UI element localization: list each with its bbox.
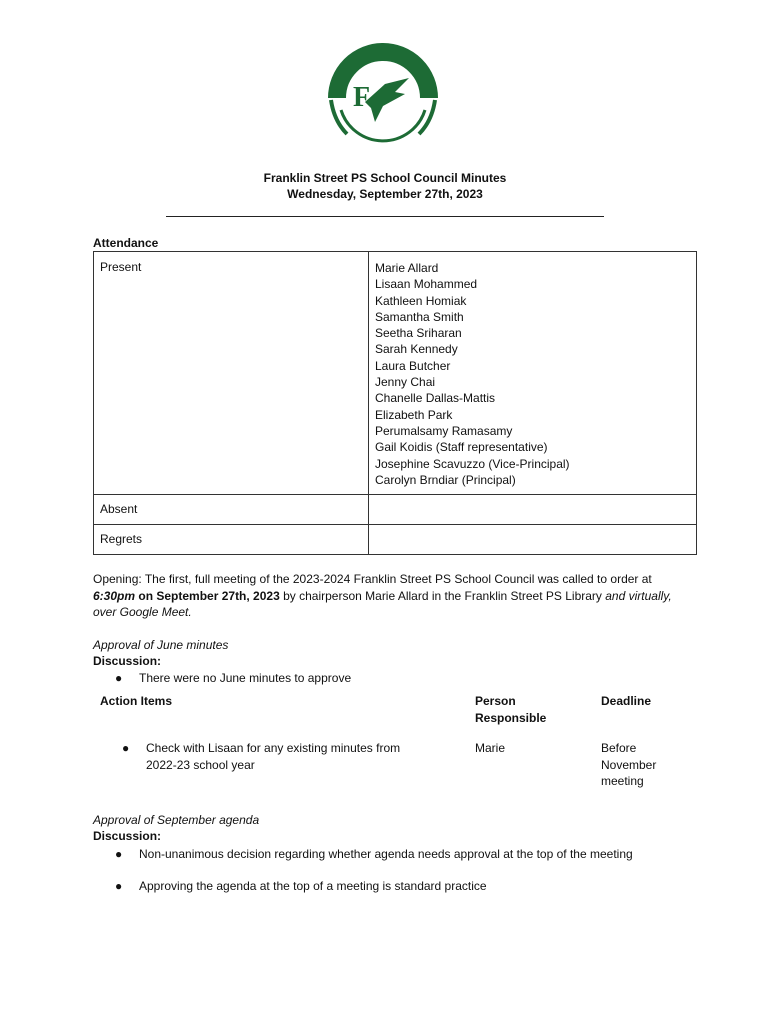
- attendee: Samantha Smith: [375, 309, 464, 324]
- opening-date: on September 27th, 2023: [135, 588, 280, 603]
- attendance-heading: Attendance: [93, 236, 159, 250]
- absent-names: [369, 495, 697, 525]
- regrets-names: [369, 525, 697, 555]
- attendee: Kathleen Homiak: [375, 293, 467, 308]
- action-deadline: Before November meeting: [601, 741, 657, 788]
- june-bullet: [115, 670, 655, 686]
- bullet-icon: ●: [115, 671, 123, 685]
- attendee: Elizabeth Park: [375, 407, 453, 422]
- regrets-label: Regrets: [94, 525, 369, 555]
- attendee: Lisaan Mohammed: [375, 277, 478, 292]
- attendance-row-regrets: [94, 525, 697, 555]
- attendee: Chanelle Dallas-Mattis: [375, 391, 496, 406]
- action-person: Marie: [475, 741, 506, 755]
- action-items-header: Action Items: [100, 694, 173, 708]
- present-names: [369, 252, 697, 495]
- bullet-text: There were no June minutes to approve: [139, 671, 352, 685]
- action-item-text: Check with Lisaan for any existing minutes from 2022-23 school year: [146, 741, 401, 772]
- bullet-icon: ●: [122, 741, 130, 755]
- attendee: Laura Butcher: [375, 358, 451, 373]
- action-item: [122, 740, 432, 773]
- attendee: Seetha Sriharan: [375, 326, 462, 341]
- bullet-icon: ●: [115, 879, 123, 893]
- attendee: Jenny Chai: [375, 375, 436, 390]
- school-logo: [325, 40, 441, 156]
- bullet-icon: ●: [115, 847, 123, 861]
- opening-prefix: Opening: The first, full meeting of the 2023-2024 Franklin Street PS School Council was called to order at: [93, 572, 652, 586]
- present-label: Present: [94, 252, 369, 495]
- attendee: Josephine Scavuzzo (Vice-Principal): [375, 456, 570, 471]
- attendee: Gail Koidis (Staff representative): [375, 440, 548, 455]
- opening-paragraph: [93, 571, 673, 621]
- title-divider: [166, 216, 604, 217]
- deadline-header: Deadline: [601, 694, 652, 708]
- june-discussion-label: Discussion:: [93, 654, 162, 668]
- june-heading: Approval of June minutes: [93, 638, 229, 652]
- september-heading: Approval of September agenda: [93, 813, 260, 827]
- opening-virtual: and virtually, over Google Meet.: [93, 588, 672, 619]
- attendee: Sarah Kennedy: [375, 342, 458, 357]
- bullet-text: Approving the agenda at the top of a meeting is standard practice: [139, 879, 487, 893]
- september-bullet: [115, 878, 655, 894]
- attendance-row-present: [94, 252, 697, 495]
- document-title: Franklin Street PS School Council Minutes: [263, 171, 507, 185]
- person-responsible-header: Person Responsible: [475, 694, 547, 725]
- september-bullet: [115, 846, 655, 862]
- attendee: Perumalsamy Ramasamy: [375, 423, 513, 438]
- attendance-table: [93, 251, 697, 555]
- attendee: Carolyn Brndiar (Principal): [375, 472, 516, 487]
- attendee: Marie Allard: [375, 261, 439, 275]
- absent-label: Absent: [94, 495, 369, 525]
- opening-middle: by chairperson Marie Allard in the Franklin Street PS Library: [279, 588, 606, 603]
- attendance-row-absent: [94, 495, 697, 525]
- september-discussion-label: Discussion:: [93, 829, 162, 843]
- bullet-text: Non-unanimous decision regarding whether agenda needs approval at the top of the meeting: [139, 847, 633, 861]
- f-letter-icon: F: [353, 82, 371, 113]
- opening-time: 6:30pm: [93, 588, 136, 603]
- meeting-date: Wednesday, September 27th, 2023: [287, 187, 483, 201]
